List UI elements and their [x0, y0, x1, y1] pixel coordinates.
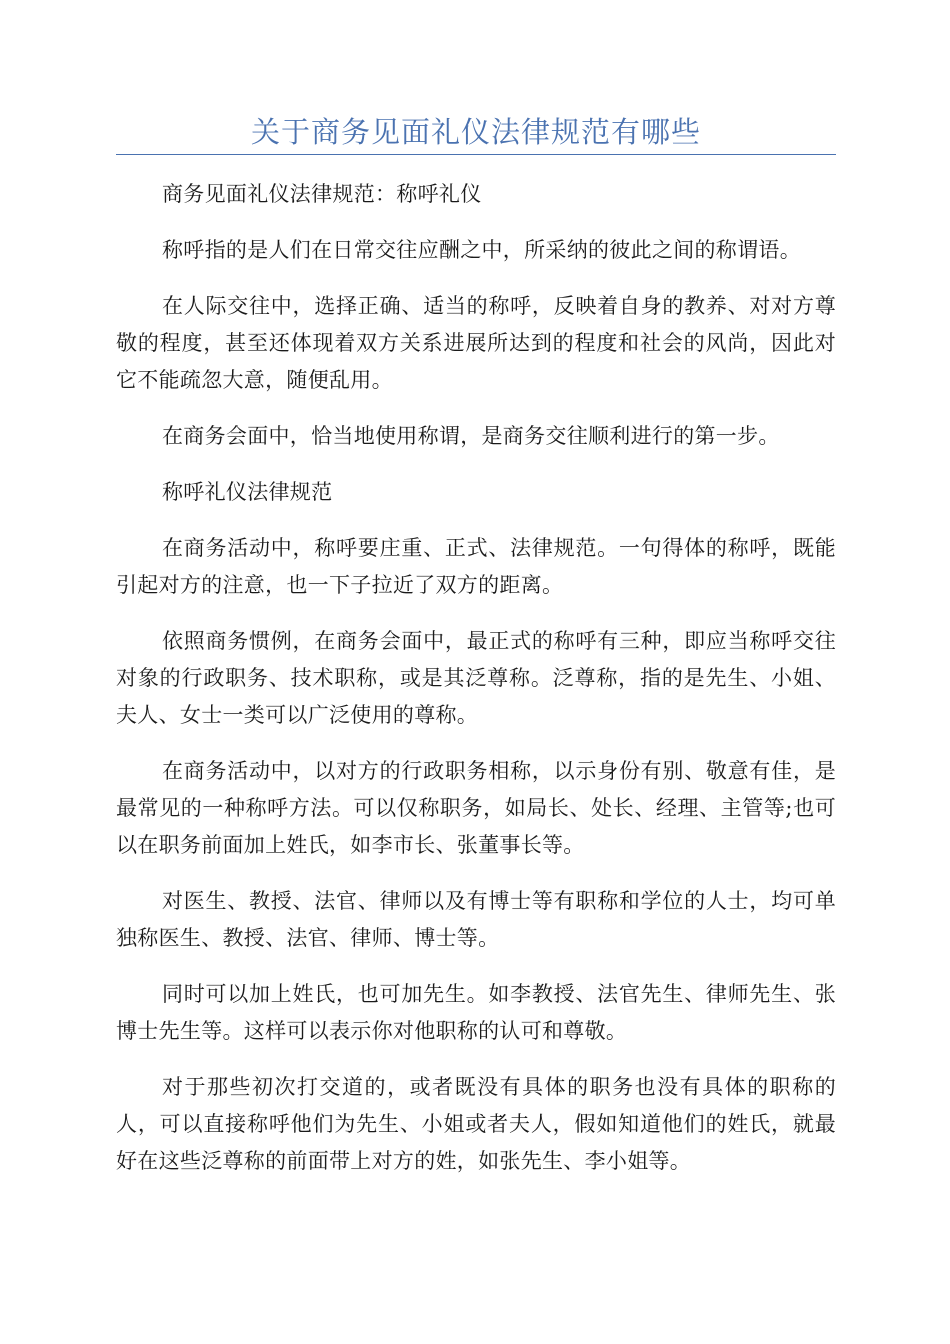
paragraph: 同时可以加上姓氏，也可加先生。如李教授、法官先生、律师先生、张博士先生等。这样可以表示你对他职称的认可和尊敬。 — [116, 982, 836, 1043]
paragraph: 在商务活动中，以对方的行政职务相称，以示身份有别、敬意有佳，是最常见的一种称呼方法。可以仅称职务，如局长、处长、经理、主管等;也可以在职务前面加上姓氏，如李市长、张董事长等。 — [116, 759, 836, 857]
paragraph: 称呼指的是人们在日常交往应酬之中，所采纳的彼此之间的称谓语。 — [162, 238, 801, 262]
paragraph: 对医生、教授、法官、律师以及有博士等有职称和学位的人士，均可单独称医生、教授、法官、律师、博士等。 — [116, 889, 836, 950]
paragraph: 在商务会面中，恰当地使用称谓，是商务交往顺利进行的第一步。 — [162, 424, 780, 448]
document-title: 关于商务见面礼仪法律规范有哪些 — [250, 115, 701, 149]
section-heading: 称呼礼仪法律规范 — [162, 480, 333, 504]
section-heading: 商务见面礼仪法律规范：称呼礼仪 — [162, 182, 482, 206]
paragraph: 在商务活动中，称呼要庄重、正式、法律规范。一句得体的称呼，既能引起对方的注意，也一下子拉近了双方的距离。 — [116, 536, 836, 597]
paragraph: 依照商务惯例，在商务会面中，最正式的称呼有三种，即应当称呼交往对象的行政职务、技术职称，或是其泛尊称。泛尊称，指的是先生、小姐、夫人、女士一类可以广泛使用的尊称。 — [116, 629, 836, 727]
title-underline — [116, 154, 836, 155]
paragraph: 在人际交往中，选择正确、适当的称呼，反映着自身的教养、对对方尊敬的程度，甚至还体现着双方关系进展所达到的程度和社会的风尚，因此对它不能疏忽大意，随便乱用。 — [116, 294, 836, 392]
document-body — [116, 176, 836, 1199]
paragraph: 对于那些初次打交道的，或者既没有具体的职务也没有具体的职称的人，可以直接称呼他们为先生、小姐或者夫人，假如知道他们的姓氏，就最好在这些泛尊称的前面带上对方的姓，如张先生、李小姐等。 — [116, 1075, 836, 1173]
